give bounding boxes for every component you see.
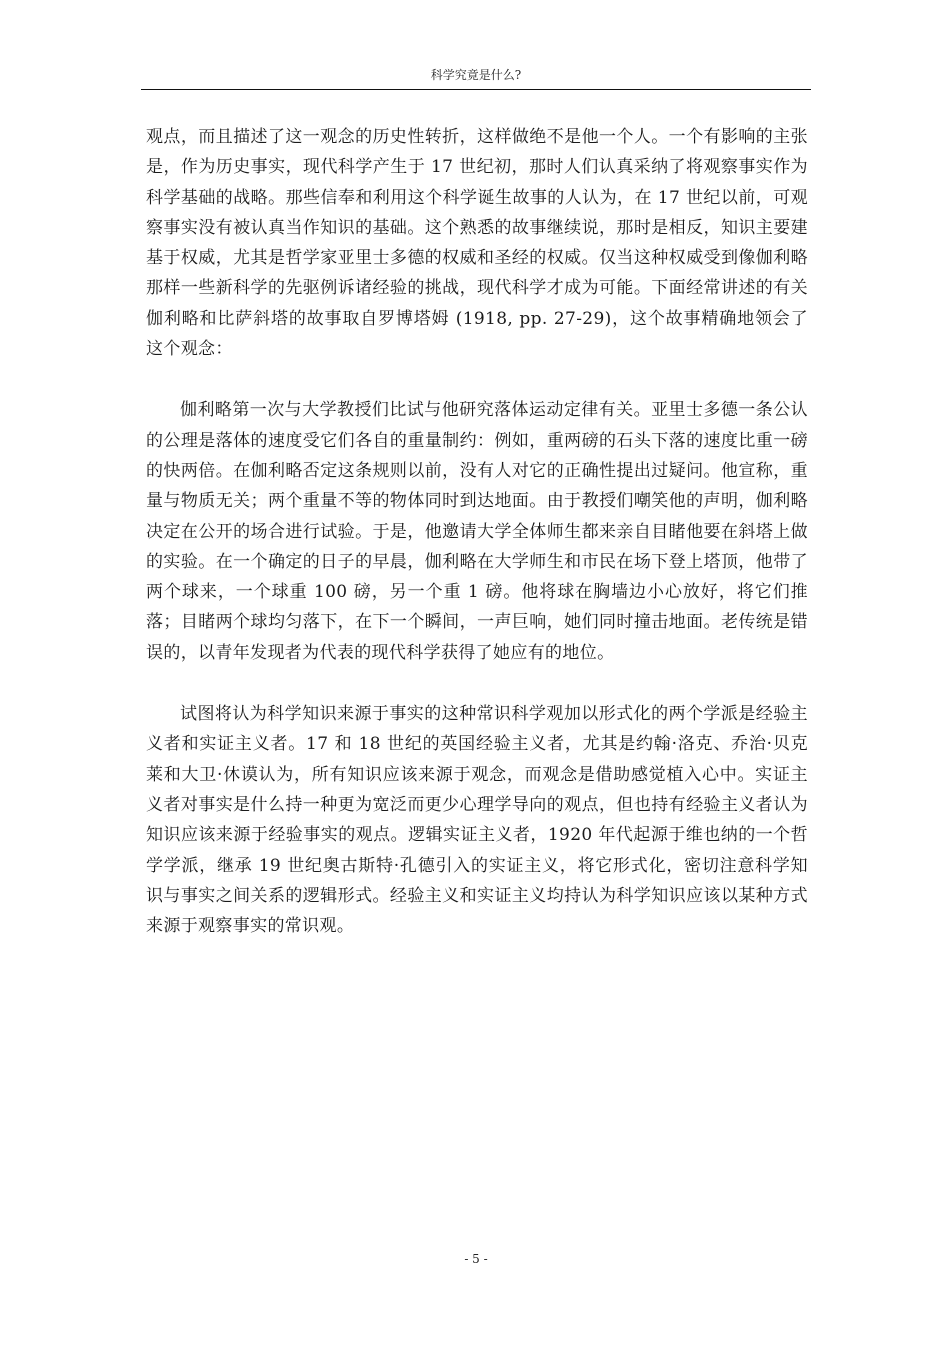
paragraph-3: 试图将认为科学知识来源于事实的这种常识科学观加以形式化的两个学派是经验主义者和实证主义者。17 和 18 世纪的英国经验主义者，尤其是约翰·洛克、乔治·贝克莱和大卫·休谟认为，所有知识应该来源于观念，而观念是借助感觉植入心中。实证主义者对事实是什么持一种更为宽泛而更少心理学导向的观点，但也持有经验主义者认为知识应该来源于经验事实的观点。逻辑实证主义者，1920 年代起源于维也纳的一个哲学学派，继承 19 世纪奥古斯特·孔德引入的实证主义，将它形式化，密切注意科学知识与事实之间关系的逻辑形式。经验主义和实证主义均持认为科学知识应该以某种方式来源于观察事实的常识观。: [146, 704, 808, 937]
page-number: - 5 -: [464, 1252, 488, 1266]
body-text: [146, 122, 808, 941]
running-header: 科学究竟是什么?: [430, 68, 522, 82]
paragraph-2-quotation: 伽利略第一次与大学教授们比试与他研究落体运动定律有关。亚里士多德一条公认的公理是落体的速度受它们各自的重量制约：例如，重两磅的石头下落的速度比重一磅的快两倍。在伽利略否定这条规则以前，没有人对它的正确性提出过疑问。他宣称，重量与物质无关；两个重量不等的物体同时到达地面。由于教授们嘲笑他的声明，伽利略决定在公开的场合进行试验。于是，他邀请大学全体师生都来亲自目睹他要在斜塔上做的实验。在一个确定的日子的早晨，伽利略在大学师生和市民在场下登上塔顶，他带了两个球来，一个球重 100 磅，另一个重 1 磅。他将球在胸墙边小心放好，将它们推落；目睹两个球均匀落下，在下一个瞬间，一声巨响，她们同时撞击地面。老传统是错误的，以青年发现者为代表的现代科学获得了她应有的地位。: [146, 400, 808, 663]
header-rule: [141, 89, 811, 90]
paragraph-1: 观点，而且描述了这一观念的历史性转折，这样做绝不是他一个人。一个有影响的主张是，作为历史事实，现代科学产生于 17 世纪初，那时人们认真采纳了将观察事实作为科学基础的战略。那些信奉和利用这个科学诞生故事的人认为，在 17 世纪以前，可观察事实没有被认真当作知识的基础。这个熟悉的故事继续说，那时是相反，知识主要建基于权威，尤其是哲学家亚里士多德的权威和圣经的权威。仅当这种权威受到像伽利略那样一些新科学的先驱例诉诸经验的挑战，现代科学才成为可能。下面经常讲述的有关伽利略和比萨斜塔的故事取自罗博塔姆 (1918, pp. 27-29)，这个故事精确地领会了这个观念：: [146, 127, 808, 360]
